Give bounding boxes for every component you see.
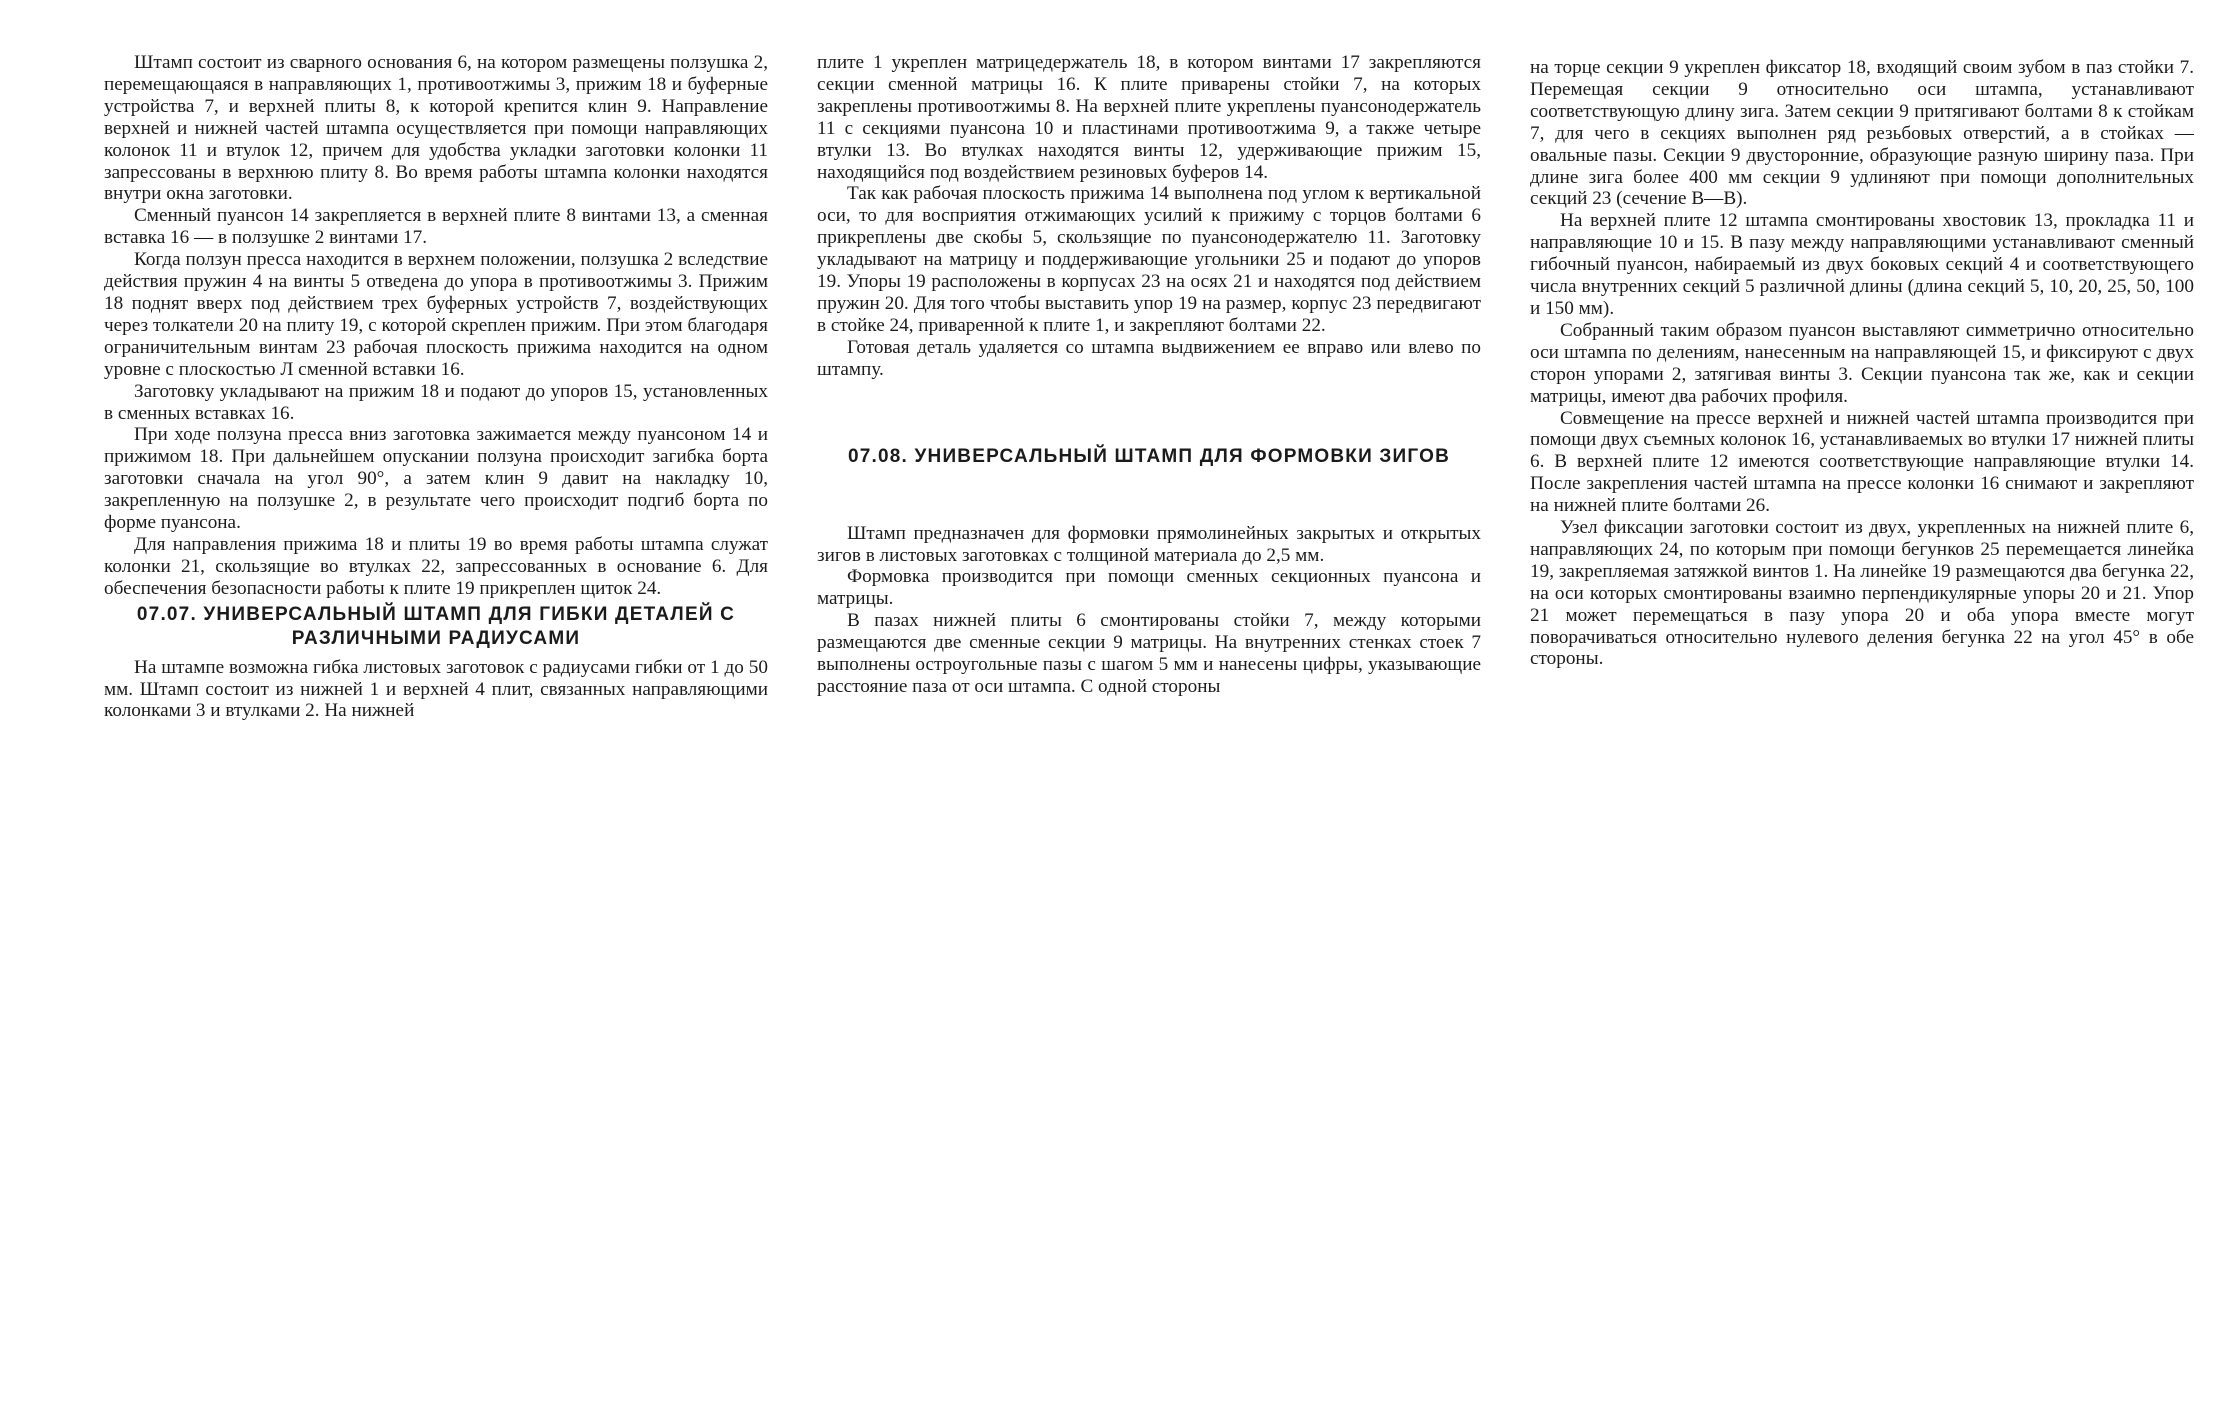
text-column-right — [1530, 57, 2194, 670]
paragraph: Готовая деталь удаляется со штампа выдвижением ее вправо или влево по штампу. — [817, 336, 1481, 380]
paragraph: На штампе возможна гибка листовых заготовок с радиусами гибки от 1 до 50 мм. Штамп состоит из нижней 1 и верхней 4 плит, связанных направляющими колонками 3 и втулками 2. На нижней — [104, 656, 768, 722]
section-heading-07-07: 07.07. УНИВЕРСАЛЬНЫЙ ШТАМП ДЛЯ ГИБКИ ДЕТАЛЕЙ С РАЗЛИЧНЫМИ РАДИУСАМИ — [136, 603, 736, 649]
text-column-middle — [817, 52, 1481, 698]
paragraph: Штамп состоит из сварного основания 6, на котором размещены ползушка 2, перемещающаяся в направляющих 1, противоотжимы 3, прижим 18 и буферные устройства 7, и верхней плиты 8, к которой крепится клин 9. Направление верхней и нижней частей штампа осуществляется при помощи направляющих колонок 11 и втулок 12, причем для удобства укладки заготовки колонки 11 запрессованы в верхнюю плиту 8. Во время работы штампа колонки находятся внутри окна заготовки. — [104, 52, 768, 205]
paragraph: Собранный таким образом пуансон выставляют симметрично относительно оси штампа по делениям, нанесенным на направляющей 15, и фиксируют с двух сторон упорами 2, затягивая винты 3. Секции пуансона так же, как и секции матрицы, имеют два рабочих профиля. — [1530, 319, 2194, 407]
paragraph: На верхней плите 12 штампа смонтированы хвостовик 13, прокладка 11 и направляющие 10 и 15. В пазу между направляющими устанавливают сменный гибочный пуансон, набираемый из двух боковых секций 4 и соответствующего числа внутренних секций 5 различной длины (длина секций 5, 10, 20, 25, 50, 100 и 150 мм). — [1530, 210, 2194, 319]
paragraph: плите 1 укреплен матрицедержатель 18, в котором винтами 17 закрепляются секции сменной матрицы 16. К плите приварены стойки 7, на которых закреплены противоотжимы 8. На верхней плите укреплены пуансонодержатель 11 с секциями пуансона 10 и пластинами противоотжима 9, а также четыре втулки 13. Во втулках находятся винты 12, удерживающие прижим 15, находящийся под воздействием резиновых буферов 14. — [817, 52, 1481, 183]
paragraph: Узел фиксации заготовки состоит из двух, укрепленных на нижней плите 6, направляющих 24, по которым при помощи бегунков 25 перемещается линейка 19, закрепляемая затяжкой винтов 1. На линейке 19 размещаются два бегунка 22, на оси которых смонтированы взаимно перпендикулярные упоры 20 и 21. Упор 21 может перемещаться в пазу упора 20 и оба упора вместе могут поворачиваться относительно нулевого деления бегунка 22 на угол 45° в обе стороны. — [1530, 517, 2194, 670]
text-column-left — [104, 52, 768, 722]
paragraph: Сменный пуансон 14 закрепляется в верхней плите 8 винтами 13, а сменная вставка 16 — в ползушке 2 винтами 17. — [104, 205, 768, 249]
paragraph: Так как рабочая плоскость прижима 14 выполнена под углом к вертикальной оси, то для восприятия отжимающих усилий к прижиму с торцов болтами 6 прикреплены две скобы 5, скользящие по пуансонодержателю 11. Заготовку укладывают на матрицу и поддерживающие угольники 25 и подают до упоров 19. Упоры 19 расположены в корпусах 23 на осях 21 и находятся под действием пружин 20. Для того чтобы выставить упор 19 на размер, корпус 23 передвигают в стойке 24, приваренной к плите 1, и закрепляют болтами 22. — [817, 183, 1481, 336]
section-heading-07-08: 07.08. УНИВЕРСАЛЬНЫЙ ШТАМП ДЛЯ ФОРМОВКИ ЗИГОВ — [848, 445, 1450, 467]
paragraph: Заготовку укладывают на прижим 18 и подают до упоров 15, установленных в сменных вставках 16. — [104, 380, 768, 424]
paragraph: Штамп предназначен для формовки прямолинейных закрытых и открытых зигов в листовых заготовках с толщиной материала до 2,5 мм. — [817, 522, 1481, 566]
paragraph: на торце секции 9 укреплен фиксатор 18, входящий своим зубом в паз стойки 7. Перемещая секции 9 относительно оси штампа, устанавливают соответствующую длину зига. Затем секции 9 притягивают болтами 8 к стойкам 7, для чего в секциях выполнен ряд резьбовых отверстий, а в стойках — овальные пазы. Секции 9 двусторонние, образующие разную ширину паза. При длине зига более 400 мм секции 9 удлиняют при помощи дополнительных секций 23 (сечение В—В). — [1530, 57, 2194, 210]
paragraph: Формовка производится при помощи сменных секционных пуансона и матрицы. — [817, 566, 1481, 610]
paragraph: Для направления прижима 18 и плиты 19 во время работы штампа служат колонки 21, скользящие во втулках 22, запрессованных в основание 6. Для обеспечения безопасности работы к плите 19 прикреплен щиток 24. — [104, 533, 768, 599]
paragraph: Когда ползун пресса находится в верхнем положении, ползушка 2 вследствие действия пружин 4 на винты 5 отведена до упора в противоотжимы 3. Прижим 18 поднят вверх под действием трех буферных устройств 7, воздействующих через толкатели 20 на плиту 19, с которой скреплен прижим. При этом благодаря ограничительным винтам 23 рабочая плоскость прижима находится на одном уровне с плоскостью Л сменной вставки 16. — [104, 249, 768, 380]
paragraph: При ходе ползуна пресса вниз заготовка зажимается между пуансоном 14 и прижимом 18. При дальнейшем опускании ползуна происходит загибка борта заготовки сначала на угол 90°, а затем клин 9 давит на накладку 10, закрепленную на ползушке 2, в результате чего происходит подгиб борта по форме пуансона. — [104, 424, 768, 534]
paragraph: В пазах нижней плиты 6 смонтированы стойки 7, между которыми размещаются две сменные секции 9 матрицы. На внутренних стенках стоек 7 выполнены остроугольные пазы с шагом 5 мм и нанесены цифры, указывающие расстояние паза от оси штампа. С одной стороны — [817, 610, 1481, 697]
paragraph: Совмещение на прессе верхней и нижней частей штампа производится при помощи двух съемных колонок 16, устанавливаемых во втулки 17 нижней плиты 6. В верхней плите 12 имеются соответствующие направляющие втулки 14. После закрепления частей штампа на прессе колонки 16 снимают и закрепляют на нижней плите болтами 26. — [1530, 407, 2194, 517]
